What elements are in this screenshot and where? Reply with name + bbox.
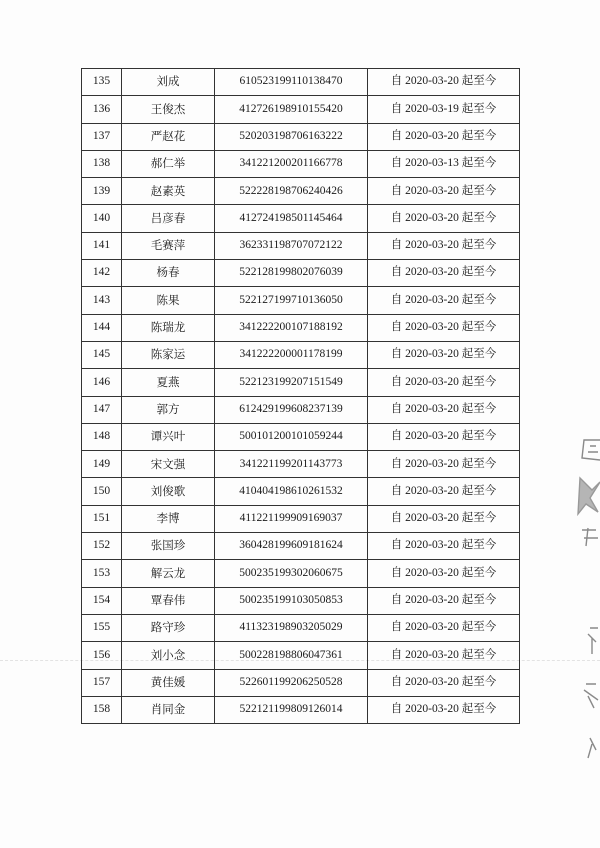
id-number: 500235199103050853 [215,587,368,614]
id-number: 360428199609181624 [215,533,368,560]
row-number: 154 [82,587,122,614]
table-row [82,69,520,96]
person-name: 毛赛萍 [122,232,215,259]
person-name: 张国珍 [122,533,215,560]
employment-period: 自 2020-03-20 起至今 [368,341,520,368]
id-number: 341221199201143773 [215,451,368,478]
table-row [82,123,520,150]
roster-table-body [82,69,520,724]
employment-period: 自 2020-03-20 起至今 [368,232,520,259]
id-number: 522128199802076039 [215,260,368,287]
table-row [82,150,520,177]
employment-period: 自 2020-03-20 起至今 [368,287,520,314]
employment-period: 自 2020-03-20 起至今 [368,669,520,696]
row-number: 156 [82,642,122,669]
employment-period: 自 2020-03-20 起至今 [368,451,520,478]
id-number: 610523199110138470 [215,69,368,96]
table-row [82,478,520,505]
id-number: 412724198501145464 [215,205,368,232]
row-number: 143 [82,287,122,314]
employment-period: 自 2020-03-13 起至今 [368,150,520,177]
row-number: 144 [82,314,122,341]
person-name: 黄佳媛 [122,669,215,696]
id-number: 520203198706163222 [215,123,368,150]
row-number: 155 [82,614,122,641]
partial-seal-stamp [576,438,600,768]
employment-period: 自 2020-03-20 起至今 [368,423,520,450]
person-name: 李博 [122,505,215,532]
table-row [82,614,520,641]
row-number: 140 [82,205,122,232]
table-row [82,423,520,450]
person-name: 宋文强 [122,451,215,478]
table-row [82,396,520,423]
employment-period: 自 2020-03-20 起至今 [368,642,520,669]
person-name: 刘俊歌 [122,478,215,505]
person-name: 杨春 [122,260,215,287]
id-number: 411221199909169037 [215,505,368,532]
row-number: 152 [82,533,122,560]
row-number: 147 [82,396,122,423]
row-number: 150 [82,478,122,505]
row-number: 136 [82,96,122,123]
row-number: 146 [82,369,122,396]
employment-period: 自 2020-03-20 起至今 [368,178,520,205]
row-number: 158 [82,696,122,723]
table-row [82,533,520,560]
person-name: 夏燕 [122,369,215,396]
id-number: 341222200001178199 [215,341,368,368]
employment-period: 自 2020-03-20 起至今 [368,478,520,505]
roster-table [81,68,520,724]
person-name: 解云龙 [122,560,215,587]
row-number: 148 [82,423,122,450]
employment-period: 自 2020-03-20 起至今 [368,260,520,287]
table-row [82,178,520,205]
employment-period: 自 2020-03-20 起至今 [368,587,520,614]
id-number: 411323198903205029 [215,614,368,641]
id-number: 522127199710136050 [215,287,368,314]
id-number: 362331198707072122 [215,232,368,259]
id-number: 500101200101059244 [215,423,368,450]
row-number: 145 [82,341,122,368]
row-number: 149 [82,451,122,478]
employment-period: 自 2020-03-20 起至今 [368,696,520,723]
table-row [82,451,520,478]
table-row [82,505,520,532]
table-row [82,96,520,123]
row-number: 137 [82,123,122,150]
person-name: 郝仁举 [122,150,215,177]
person-name: 陈瑞龙 [122,314,215,341]
table-row [82,232,520,259]
table-row [82,369,520,396]
employment-period: 自 2020-03-20 起至今 [368,369,520,396]
employment-period: 自 2020-03-20 起至今 [368,533,520,560]
row-number: 153 [82,560,122,587]
table-row [82,669,520,696]
person-name: 谭兴叶 [122,423,215,450]
id-number: 412726198910155420 [215,96,368,123]
row-number: 151 [82,505,122,532]
table-row [82,287,520,314]
employment-period: 自 2020-03-20 起至今 [368,396,520,423]
table-row [82,205,520,232]
id-number: 612429199608237139 [215,396,368,423]
employment-period: 自 2020-03-19 起至今 [368,96,520,123]
id-number: 522601199206250528 [215,669,368,696]
id-number: 522123199207151549 [215,369,368,396]
table-row [82,696,520,723]
person-name: 刘成 [122,69,215,96]
id-number: 500228198806047361 [215,642,368,669]
table-row [82,260,520,287]
person-name: 陈家运 [122,341,215,368]
person-name: 王俊杰 [122,96,215,123]
id-number: 341221200201166778 [215,150,368,177]
employment-period: 自 2020-03-20 起至今 [368,614,520,641]
row-number: 142 [82,260,122,287]
id-number: 341222200107188192 [215,314,368,341]
person-name: 覃春伟 [122,587,215,614]
person-name: 郭方 [122,396,215,423]
table-row [82,314,520,341]
employment-period: 自 2020-03-20 起至今 [368,205,520,232]
employment-period: 自 2020-03-20 起至今 [368,505,520,532]
table-row [82,587,520,614]
employment-period: 自 2020-03-20 起至今 [368,123,520,150]
row-number: 157 [82,669,122,696]
table-row [82,560,520,587]
table-row [82,341,520,368]
person-name: 陈果 [122,287,215,314]
id-number: 522228198706240426 [215,178,368,205]
table-row [82,642,520,669]
person-name: 赵素英 [122,178,215,205]
employment-period: 自 2020-03-20 起至今 [368,69,520,96]
employment-period: 自 2020-03-20 起至今 [368,560,520,587]
id-number: 500235199302060675 [215,560,368,587]
person-name: 肖同金 [122,696,215,723]
person-name: 吕彦春 [122,205,215,232]
row-number: 135 [82,69,122,96]
id-number: 410404198610261532 [215,478,368,505]
person-name: 路守珍 [122,614,215,641]
employment-period: 自 2020-03-20 起至今 [368,314,520,341]
person-name: 严赵花 [122,123,215,150]
row-number: 139 [82,178,122,205]
person-name: 刘小念 [122,642,215,669]
row-number: 141 [82,232,122,259]
row-number: 138 [82,150,122,177]
id-number: 522121199809126014 [215,696,368,723]
